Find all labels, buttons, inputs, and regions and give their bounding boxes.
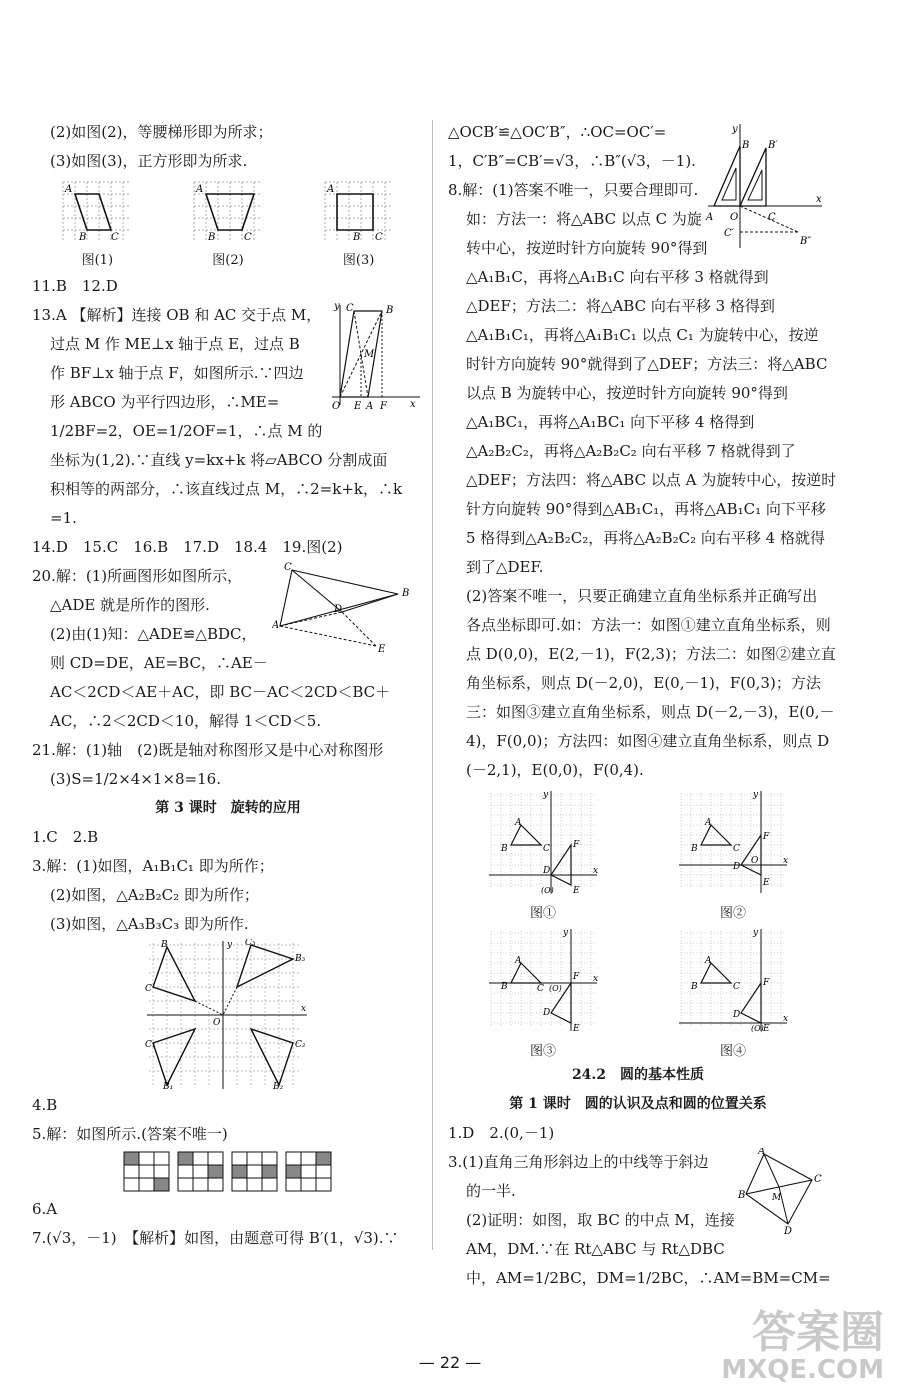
section-subheading: 第 1 课时 圆的认识及点和圆的位置关系 [509, 1096, 767, 1112]
figure-rotated-triangles [704, 122, 828, 252]
svg-text:C: C [243, 232, 252, 242]
svg-text:(O): (O) [549, 984, 562, 993]
svg-text:B: B [738, 1190, 746, 1201]
svg-text:(O): (O) [541, 886, 554, 895]
svg-text:A: A [65, 184, 73, 195]
svg-text:C: C [145, 984, 152, 994]
svg-text:E: E [354, 401, 362, 411]
text-line: 三：如图③建立直角坐标系，则点 D(－2,－3)，E(0,－ [466, 703, 835, 721]
svg-text:x: x [783, 856, 789, 866]
text-line: △A₁BC₁，再将△A₁BC₁ 向下平移 4 格得到 [466, 413, 755, 431]
svg-text:B₃: B₃ [295, 954, 306, 964]
text-line: 各点坐标即可.如：方法一：如图①建立直角坐标系，则 [466, 616, 831, 634]
figure-caption: 图(1) [81, 253, 114, 268]
svg-text:A: A [705, 818, 712, 828]
svg-text:F: F [380, 401, 387, 411]
svg-text:D: D [334, 604, 343, 615]
figure-caption: 图② [719, 906, 746, 921]
text-line: △DEF；方法四：将△ABC 以点 A 为旋转中心，按逆时 [466, 471, 837, 489]
section-heading: 24.2 圆的基本性质 [571, 1067, 705, 1083]
svg-text:F: F [573, 840, 580, 850]
svg-text:B: B [161, 940, 168, 950]
figure-caption: 图(2) [212, 253, 244, 268]
svg-text:B: B [691, 982, 698, 992]
text-line: 3.解：(1)如图，A₁B₁C₁ 即为所作； [32, 857, 274, 875]
svg-text:D: D [733, 1010, 741, 1020]
svg-text:C: C [543, 844, 550, 854]
svg-text:A: A [272, 620, 280, 631]
text-line: AC＜2CD＜AE＋AC，即 BC－AC＜2CD＜BC＋ [50, 683, 391, 701]
text-line: =1. [50, 509, 77, 527]
svg-text:x: x [593, 974, 599, 984]
svg-text:O: O [730, 212, 739, 223]
coordinate-grid-3 [485, 927, 601, 1033]
text-line: 过点 M 作 ME⊥x 轴于点 E，过点 B [50, 335, 300, 353]
svg-text:x: x [593, 866, 599, 876]
figure-rotation-wrap [32, 939, 424, 1091]
text-line: (－2,1)，E(0,0)，F(0,4). [466, 761, 644, 779]
text-line: △A₂B₂C₂，再将△A₂B₂C₂ 向右平移 7 格就得到了 [466, 442, 796, 460]
figure-triangles-ade-bdc [272, 562, 422, 654]
text-line: 4)，F(0,0)；方法四：如图④建立直角坐标系，则点 D [466, 732, 830, 750]
text-line: 3.(1)直角三角形斜边上的中线等于斜边 [448, 1153, 709, 1171]
figure-caption: 图① [529, 906, 556, 921]
text-line: 角坐标系，则点 D(－2,0)，E(0,－1)，F(0,3)；方法 [466, 674, 821, 692]
text-line: 作 BF⊥x 轴于点 F，如图所示.∵四边 [50, 364, 304, 382]
coordinate-figure-3 [448, 927, 638, 1061]
text-line: 8.解：(1)答案不唯一，只要合理即可. [448, 181, 699, 199]
text-line: 形 ABCO 为平行四边形，∴ME= [50, 393, 280, 411]
answer-line: 4.B [32, 1096, 58, 1114]
text-line: 针方向旋转 90°得到△AB₁C₁，再将△AB₁C₁ 向下平移 [466, 500, 826, 518]
coordinate-figure-1 [448, 789, 638, 923]
text-line: △A₁B₁C₁，再将△A₁B₁C₁ 以点 C₁ 为旋转中心，按逆 [466, 326, 819, 344]
figure-quadrilateral-abcd [738, 1148, 828, 1234]
svg-text:B: B [386, 305, 394, 316]
text-line: 中，AM=1/2BC，DM=1/2BC，∴AM=BM=CM= [466, 1269, 831, 1287]
svg-text:y: y [563, 928, 569, 938]
text-line: (2)答案不唯一，只要正确建立直角坐标系并正确写出 [466, 587, 818, 605]
svg-text:x: x [301, 1004, 307, 1014]
svg-text:B: B [402, 588, 410, 599]
figure-square [323, 180, 395, 270]
section-heading: 第 3 课时 旋转的应用 [155, 800, 301, 816]
text-line: 20.解：(1)所画图形如图所示， [32, 567, 243, 585]
text-line: 的一半. [466, 1182, 516, 1200]
svg-text:E: E [573, 1024, 580, 1033]
figure-grids-row [32, 1149, 424, 1195]
grid-pattern-2 [177, 1151, 225, 1193]
svg-text:C: C [733, 844, 740, 854]
svg-text:B₂: B₂ [273, 1082, 284, 1091]
text-line: 以点 B 为旋转中心，按逆时针方向旋转 90°得到 [466, 384, 788, 402]
svg-text:B: B [501, 844, 508, 854]
grid-pattern-1 [123, 1151, 171, 1193]
coordinate-grid-4 [675, 927, 791, 1033]
question-13 [32, 301, 424, 533]
text-line: 坐标为(1,2).∵直线 y=kx+k 将▱ABCO 分割成面 [50, 451, 388, 469]
svg-text:E: E [573, 886, 580, 895]
text-line: △A₁B₁C，再将△A₁B₁C 向右平移 3 格就得到 [466, 268, 769, 286]
svg-text:D: D [733, 862, 741, 872]
text-line: 时针方向旋转 90°就得到了△DEF；方法三：将△ABC [466, 355, 828, 373]
svg-text:C: C [284, 562, 292, 573]
text-line: (2)由(1)知：△ADE≌△BDC， [50, 625, 257, 643]
svg-text:C₃: C₃ [245, 939, 256, 948]
svg-text:F: F [763, 978, 770, 988]
text-line: 5 格得到△A₂B₂C₂，再将△A₂B₂C₂ 向右平移 4 格就得 [466, 529, 825, 547]
grid-figure-3 [323, 180, 395, 242]
figure-parallelogram-abco [328, 301, 424, 411]
text-line: △DEF；方法二：将△ABC 向右平移 3 格得到 [466, 297, 775, 315]
svg-text:M: M [772, 1193, 782, 1203]
answer-line: 14.D 15.C 16.B 17.D 18.4 19.图(2) [32, 538, 343, 556]
svg-text:y: y [753, 790, 759, 800]
svg-text:C: C [814, 1174, 822, 1185]
text-line: 如：方法一：将△ABC 以点 C 为旋 [466, 210, 702, 228]
svg-text:A: A [706, 212, 714, 223]
text-line: (2)证明：如图，取 BC 的中点 M，连接 [466, 1211, 735, 1229]
svg-text:B′: B′ [768, 140, 778, 151]
coordinate-figure-4 [638, 927, 828, 1061]
svg-text:A: A [366, 401, 374, 411]
svg-text:F: F [573, 972, 580, 982]
text-line: (2)如图(2)，等腰梯形即为所求； [50, 123, 273, 141]
svg-text:A: A [515, 956, 522, 966]
figure-coordinate-grid-set [448, 785, 828, 1061]
svg-text:C′: C′ [724, 228, 734, 239]
text-line: 5.解：如图所示.(答案不唯一) [32, 1125, 228, 1143]
figure-caption: 图(3) [342, 253, 375, 268]
answer-line: 1.D 2.(0,－1) [448, 1124, 555, 1142]
svg-text:B₁: B₁ [163, 1082, 174, 1091]
svg-text:O: O [213, 1018, 221, 1028]
grid-figure-2 [192, 180, 264, 242]
svg-text:A: A [326, 184, 334, 195]
svg-text:B: B [352, 232, 360, 242]
svg-text:O: O [751, 856, 759, 866]
text-line: 点 D(0,0)，E(2,－1)，F(2,3)；方法二：如图②建立直 [466, 645, 836, 663]
text-line: AC，∴2＜2CD＜10，解得 1＜CD＜5. [50, 712, 322, 730]
figure-trapezoid [192, 180, 264, 270]
question-20 [32, 562, 424, 736]
grid-pattern-4 [285, 1151, 333, 1193]
svg-text:x: x [410, 399, 416, 410]
svg-text:E: E [763, 878, 770, 888]
coordinate-figure-2 [638, 789, 828, 923]
answer-line: 6.A [32, 1200, 58, 1218]
text-line: 积相等的两部分，∴该直线过点 M，∴2=k+k，∴k [50, 480, 403, 498]
text-line: 13.A 【解析】连接 OB 和 AC 交于点 M， [32, 306, 322, 324]
figure-caption: 图③ [529, 1044, 556, 1059]
svg-text:B: B [79, 232, 87, 242]
svg-text:B: B [207, 232, 216, 242]
text-line: 21.解：(1)轴 (2)既是轴对称图形又是中心对称图形 [32, 741, 384, 759]
text-line: 则 CD=DE，AE=BC，∴AE－ [50, 654, 268, 672]
answer-line: 11.B 12.D [32, 277, 118, 295]
svg-text:B″: B″ [800, 236, 812, 247]
answer-line: 1.C 2.B [32, 828, 99, 846]
text-line: 1/2BF=2，OE=1/2OF=1，∴点 M 的 [50, 422, 323, 440]
svg-text:A: A [195, 184, 204, 195]
svg-text:E: E [763, 1024, 770, 1033]
text-line: (3)S=1/2×4×1×8=16. [50, 770, 221, 788]
watermark-logo [721, 1307, 884, 1385]
svg-text:D: D [784, 1226, 793, 1234]
text-line: △OCB′≌△OC′B″，∴OC=OC′= [448, 123, 667, 141]
text-line: (2)如图，△A₂B₂C₂ 即为所作； [50, 886, 259, 904]
coordinate-grid-1 [485, 789, 601, 895]
figure-row-shapes [32, 176, 424, 272]
svg-text:C: C [733, 982, 740, 992]
left-column [32, 118, 424, 1253]
svg-text:C: C [768, 212, 776, 223]
svg-text:D: D [543, 1008, 551, 1018]
svg-text:B: B [691, 844, 698, 854]
text-line: (3)如图，△A₃B₃C₃ 即为所作. [50, 915, 249, 933]
text-line: 7.(√3，－1) 【解析】如图，由题意可得 B′(1，√3).∵ [32, 1229, 399, 1247]
figure-caption: 图④ [719, 1044, 746, 1059]
svg-text:C: C [374, 232, 383, 242]
svg-text:F: F [763, 832, 770, 842]
svg-text:y: y [334, 301, 340, 312]
svg-text:A: A [705, 956, 712, 966]
svg-text:M: M [364, 349, 375, 360]
svg-text:x: x [816, 194, 822, 205]
grid-pattern-3 [231, 1151, 279, 1193]
svg-text:E: E [378, 644, 386, 654]
text-line: (3)如图(3)，正方形即为所求. [50, 152, 248, 170]
svg-text:C₂: C₂ [295, 1040, 306, 1050]
watermark-line2: MXQE.COM [721, 1355, 884, 1385]
svg-text:C: C [346, 303, 354, 314]
figure-rotation-grid [143, 939, 313, 1091]
text-line: 到了△DEF. [466, 558, 544, 576]
svg-text:O: O [332, 401, 341, 411]
svg-text:B: B [501, 982, 508, 992]
text-line: AM，DM.∵在 Rt△ABC 与 Rt△DBC [466, 1240, 725, 1258]
svg-text:y: y [227, 940, 233, 950]
svg-text:A: A [758, 1148, 766, 1157]
grid-figure-1 [61, 180, 133, 242]
svg-text:D: D [543, 866, 551, 876]
text-line: 转中心，按逆时针方向旋转 90°得到 [466, 239, 708, 257]
page-number: — 22 — [418, 1353, 482, 1372]
svg-text:y: y [543, 790, 549, 800]
svg-text:C: C [111, 232, 119, 242]
svg-text:(O): (O) [751, 1024, 764, 1033]
svg-text:x: x [783, 1014, 789, 1024]
watermark-line1: 答案圈 [752, 1307, 884, 1358]
text-line: 1，C′B″=CB′=√3，∴B″(√3，－1). [448, 152, 696, 170]
question-3-right [448, 1148, 831, 1293]
svg-text:C₁: C₁ [145, 1040, 156, 1050]
svg-text:A: A [515, 818, 522, 828]
coordinate-grid-2 [675, 789, 791, 895]
right-column [448, 118, 837, 1293]
svg-text:B: B [742, 140, 750, 151]
svg-text:C: C [537, 984, 544, 994]
column-divider [432, 120, 433, 1250]
figure-parallelogram [61, 180, 133, 270]
text-line: △ADE 就是所作的图形. [50, 596, 210, 614]
svg-text:y: y [753, 928, 759, 938]
svg-text:y: y [732, 124, 738, 135]
